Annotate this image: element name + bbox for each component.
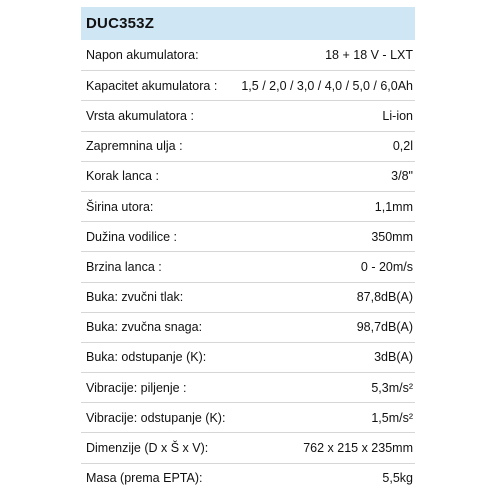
spec-label: Buka: zvučna snaga: [86, 320, 203, 335]
spec-row [81, 402, 415, 432]
spec-label: Buka: zvučni tlak: [86, 290, 184, 305]
model-title: DUC353Z [86, 15, 155, 32]
spec-label: Vibracije: piljenje : [86, 380, 187, 395]
spec-value: 1,5 / 2,0 / 3,0 / 4,0 / 5,0 / 6,0Ah [241, 78, 413, 93]
spec-label: Brzina lanca : [86, 259, 162, 274]
spec-value: 350mm [371, 229, 413, 244]
spec-label: Buka: odstupanje (K): [86, 350, 207, 365]
spec-value: 3dB(A) [374, 350, 413, 365]
spec-label: Korak lanca : [86, 169, 159, 184]
spec-value: 1,1mm [374, 199, 413, 214]
spec-value: 3/8" [391, 169, 413, 184]
spec-row [81, 342, 415, 372]
spec-row [81, 40, 415, 70]
spec-row [81, 70, 415, 100]
spec-row [81, 161, 415, 191]
spec-row [81, 312, 415, 342]
spec-value: 0,2l [392, 139, 413, 154]
spec-label: Dužina vodilice : [86, 229, 178, 244]
spec-value: 98,7dB(A) [356, 320, 413, 335]
spec-label: Napon akumulatora: [86, 48, 199, 63]
spec-label: Vibracije: odstupanje (K): [86, 410, 226, 425]
spec-row [81, 463, 415, 493]
model-header [81, 7, 415, 40]
spec-row [81, 221, 415, 251]
spec-row [81, 191, 415, 221]
spec-label: Masa (prema EPTA): [86, 471, 203, 486]
spec-value: 5,3m/s² [371, 380, 413, 395]
spec-row [81, 131, 415, 161]
spec-label: Zapremnina ulja : [86, 139, 183, 154]
spec-row [81, 432, 415, 462]
spec-row [81, 372, 415, 402]
spec-row [81, 251, 415, 281]
spec-value: 762 x 215 x 235mm [303, 441, 413, 456]
spec-sheet [81, 7, 415, 493]
spec-label: Kapacitet akumulatora : [86, 78, 218, 93]
spec-label: Širina utora: [86, 199, 154, 214]
spec-value: 5,5kg [382, 471, 413, 486]
spec-label: Dimenzije (D x Š x V): [86, 441, 209, 456]
spec-label: Vrsta akumulatora : [86, 108, 194, 123]
spec-row [81, 100, 415, 130]
spec-table [81, 40, 415, 493]
spec-value: 18 + 18 V - LXT [325, 48, 413, 63]
spec-row [81, 282, 415, 312]
spec-value: 1,5m/s² [371, 410, 413, 425]
spec-value: 0 - 20m/s [360, 259, 413, 274]
spec-value: 87,8dB(A) [356, 290, 413, 305]
spec-value: Li-ion [382, 108, 413, 123]
